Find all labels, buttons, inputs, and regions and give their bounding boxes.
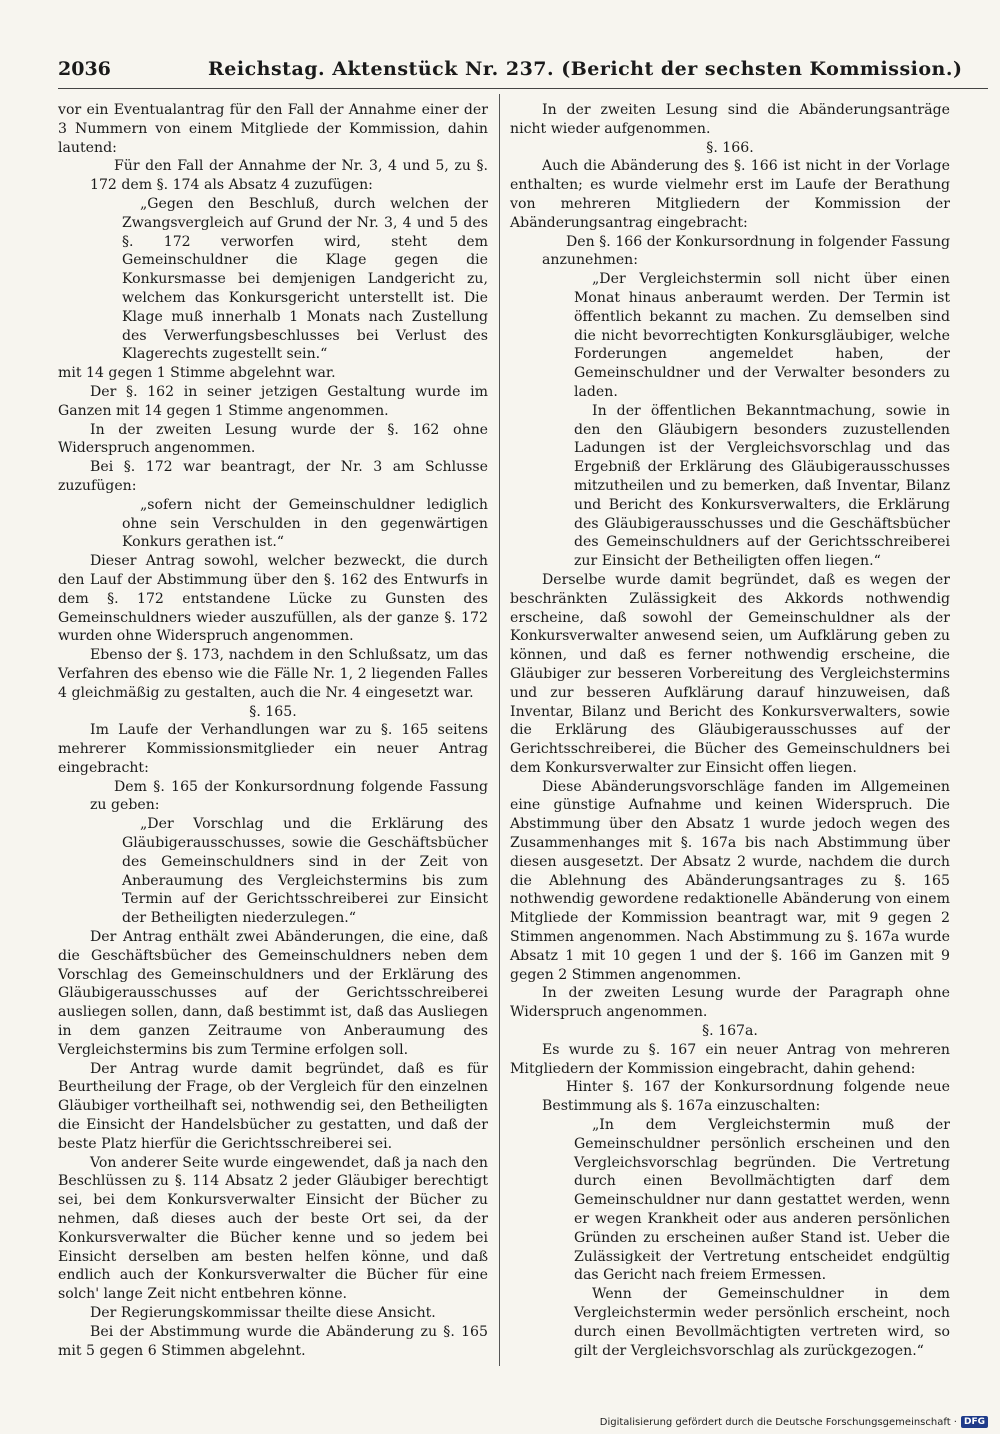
- paragraph: Der Antrag enthält zwei Abänderungen, die eine, daß die Geschäftsbücher des Gemeinschuldners neben dem Vorschlag des Gemeinschuldners und der Erklärung des Gläubigerausschusses auf der Gerichtsschreiberei ausliegen sollen, dann, daß bestimmt ist, daß das Ausliegen in dem ganzen Zeitraume von Anberaumung des Vergleichstermins bis zum Termine erfolgen soll.: [58, 929, 488, 1058]
- page-number: 2036: [58, 58, 111, 80]
- paragraph: Für den Fall der Annahme der Nr. 3, 4 und 5, zu §. 172 dem §. 174 als Absatz 4 zuzufügen:: [90, 158, 488, 194]
- right-column: [510, 101, 950, 1360]
- quote: „Der Vorschlag und die Erklärung des Gläubigerausschusses, sowie die Geschäftsbücher des Gemeinschuldners sind in der Zeit von Anberaumung des Vergleichstermins bis zum Termin auf der Gerichtsschreiberei zur Einsicht der Betheiligten niederzulegen.“: [122, 816, 488, 927]
- running-title: Reichstag. Aktenstück Nr. 237. (Bericht der sechsten Kommission.): [208, 58, 963, 80]
- paragraph: Im Laufe der Verhandlungen war zu §. 165 seitens mehrerer Kommissionsmitglieder ein neuer Antrag eingebracht:: [58, 722, 488, 776]
- paragraph: mit 14 gegen 1 Stimme abgelehnt war.: [58, 365, 336, 382]
- quote: „Gegen den Beschluß, durch welchen der Zwangsvergleich auf Grund der Nr. 3, 4 und 5 des §. 172 verworfen wird, steht dem Gemeinschuldner die Klage gegen die Konkursmasse bei demjenigen Landgericht zu, welchem das Konkursgericht unterstellt ist. Die Klage muß innerhalb 1 Monats nach Zustellung des Verwerfungsbeschlusses bei Verlust des Klagerechts zugestellt sein.“: [122, 195, 488, 363]
- paragraph: Bei der Abstimmung wurde die Abänderung zu §. 165 mit 5 gegen 6 Stimmen abgelehnt.: [58, 1323, 488, 1359]
- paragraph: Bei §. 172 war beantragt, der Nr. 3 am Schlusse zuzufügen:: [58, 459, 488, 494]
- paragraph: Auch die Abänderung des §. 166 ist nicht in der Vorlage enthalten; es wurde vielmehr erst im Laufe der Berathung von mehreren Mitgliedern der Kommission der Abänderungsantrag eingebracht:: [510, 158, 950, 231]
- paragraph: Diese Abänderungsvorschläge fanden im Allgemeinen eine günstige Aufnahme und keinen Widerspruch. Die Abstimmung über den Absatz 1 wurde jedoch wegen des Zusammenhanges mit §. 167a bis nach Abstimmung über diesen ausgesetzt. Der Absatz 2 wurde, nachdem die durch die Ablehnung des Abänderungsantrages zu §. 165 nothwendig gewordene redaktionelle Abänderung von einem Mitgliede der Kommission beantragt war, mit 9 gegen 2 Stimmen angenommen. Nach Abstimmung zu §. 167a wurde Absatz 1 mit 10 gegen 1 und der §. 166 im Ganzen mit 9 gegen 2 Stimmen angenommen.: [510, 778, 950, 983]
- column-divider: [499, 94, 500, 1366]
- section-heading: §. 165.: [249, 703, 297, 720]
- paragraph: Ebenso der §. 173, nachdem in den Schlußsatz, um das Verfahren des ebenso wie die Fälle Nr. 1, 2 liegenden Falles 4 gleichmäßig zu gestalten, auch die Nr. 4 eingesetzt war.: [58, 647, 488, 701]
- paragraph: Derselbe wurde damit begründet, daß es wegen der beschränkten Zulässigkeit des Akkords nothwendig erscheine, daß sowohl der Gemeinschuldner als der Konkursverwalter anwesend seien, um Aufklärung geben zu können, und daß es ferner nothwendig erscheine, die Gläubiger zur besseren Vorbereitung des Vergleichstermins und zur besseren Aufklärung darauf hinzuweisen, daß Inventar, Bilanz und Bericht des Konkursverwalters, sowie die Erklärung des Gläubigerausschusses auf der Gerichtsschreiberei, die Bücher des Gemeinschuldners bei dem Konkursverwalter zur Einsicht offen liegen.: [510, 571, 950, 776]
- quote: „Der Vergleichstermin soll nicht über einen Monat hinaus anberaumt werden. Der Termin ist öffentlich bekannt zu machen. Zu demselben sind die nicht bevorrechtigten Konkursgläubiger, welche Forderungen angemeldet haben, der Gemeinschuldner und der Verwalter besonders zu laden.: [574, 271, 950, 400]
- paragraph: Dieser Antrag sowohl, welcher bezweckt, die durch den Lauf der Abstimmung über den §. 162 des Entwurfs in dem §. 172 entstandene Lücke zu Gunsten des Gemeinschuldners wieder auszufüllen, als der ganze §. 172 wurden ohne Widerspruch angenommen.: [58, 553, 488, 645]
- digitization-credit: [600, 1416, 988, 1428]
- paragraph: vor ein Eventualantrag für den Fall der Annahme einer der 3 Nummern von einem Mitgliede der Kommission, dahin lautend:: [58, 102, 488, 156]
- quote: In der öffentlichen Bekanntmachung, sowie in den den Gläubigern besonders zuzustellenden Ladungen ist der Vergleichsvorschlag und das Ergebniß der Erklärung des Gläubigerausschusses mitzutheilen und zu bemerken, daß Inventar, Bilanz und Bericht des Konkursverwalters, die Erklärung des Gläubigerausschusses und die Geschäftsbücher des Gemeinschuldners auf der Gerichtsschreiberei zur Einsicht der Betheiligten offen liegen.“: [574, 402, 950, 570]
- paragraph: Den §. 166 der Konkursordnung in folgender Fassung anzunehmen:: [542, 233, 950, 269]
- paragraph: Von anderer Seite wurde eingewendet, daß ja nach den Beschlüssen zu §. 114 Absatz 2 jeder Gläubiger berechtigt sei, bei dem Konkursverwalter Einsicht der Bücher zu nehmen, daß dieses auch der beste Ort sei, da der Konkursverwalter die Bücher kenne und so jedem bei Einsicht derselben am besten helfen könne, und daß endlich auch der Konkursverwalter die Bücher für eine solch' lange Zeit nicht entbehren könne.: [58, 1154, 488, 1303]
- paragraph: In der zweiten Lesung sind die Abänderungsanträge nicht wieder aufgenommen.: [510, 102, 950, 137]
- paragraph: Der Regierungskommissar theilte diese Ansicht.: [90, 1305, 436, 1321]
- credit-text: Digitalisierung gefördert durch die Deutsche Forschungsgemeinschaft ·: [599, 1416, 957, 1428]
- quote: „In dem Vergleichstermin muß der Gemeinschuldner persönlich erscheinen und den Vergleichsvorschlag begründen. Die Vertretung durch einen Bevollmächtigten darf dem Gemeinschuldner nur dann gestattet werden, wenn er wegen Krankheit oder aus anderen persönlichen Gründen zu erscheinen außer Stand ist. Ueber die Zulässigkeit der Vertretung entscheidet endgültig das Gericht nach freiem Ermessen.: [574, 1117, 950, 1284]
- page-header: [58, 58, 988, 89]
- section-heading: §. 167a.: [702, 1023, 758, 1040]
- section-heading: §. 166.: [706, 139, 754, 156]
- paragraph: Hinter §. 167 der Konkursordnung folgende neue Bestimmung als §. 167a einzuschalten:: [542, 1079, 950, 1115]
- paragraph: In der zweiten Lesung wurde der §. 162 ohne Widerspruch angenommen.: [58, 421, 488, 457]
- quote: „sofern nicht der Gemeinschuldner lediglich ohne sein Verschulden in den gegenwärtigen Konkurs gerathen ist.“: [122, 496, 488, 551]
- paragraph: Es wurde zu §. 167 ein neuer Antrag von mehreren Mitgliedern der Kommission eingebracht, dahin gehend:: [510, 1041, 950, 1077]
- paragraph: Dem §. 165 der Konkursordnung folgende Fassung zu geben:: [90, 778, 488, 814]
- quote: Wenn der Gemeinschuldner in dem Vergleichstermin weder persönlich erscheint, noch durch einen Bevollmächtigten vertreten wird, so gilt der Vergleichsvorschlag als zurückgezogen.“: [574, 1286, 950, 1359]
- paragraph: In der zweiten Lesung wurde der Paragraph ohne Widerspruch angenommen.: [510, 985, 950, 1021]
- paragraph: Der Antrag wurde damit begründet, daß es für Beurtheilung der Frage, ob der Vergleich für den einzelnen Gläubiger vortheilhaft sei, nothwendig sei, den Betheiligten die Einsicht der Handelsbücher zu gestatten, und daß der beste Platz hierfür die Gerichtsschreiberei sei.: [58, 1060, 488, 1152]
- left-column: [58, 101, 488, 1360]
- dfg-logo: DFG: [961, 1416, 988, 1428]
- paragraph: Der §. 162 in seiner jetzigen Gestaltung wurde im Ganzen mit 14 gegen 1 Stimme angenommen.: [58, 383, 488, 419]
